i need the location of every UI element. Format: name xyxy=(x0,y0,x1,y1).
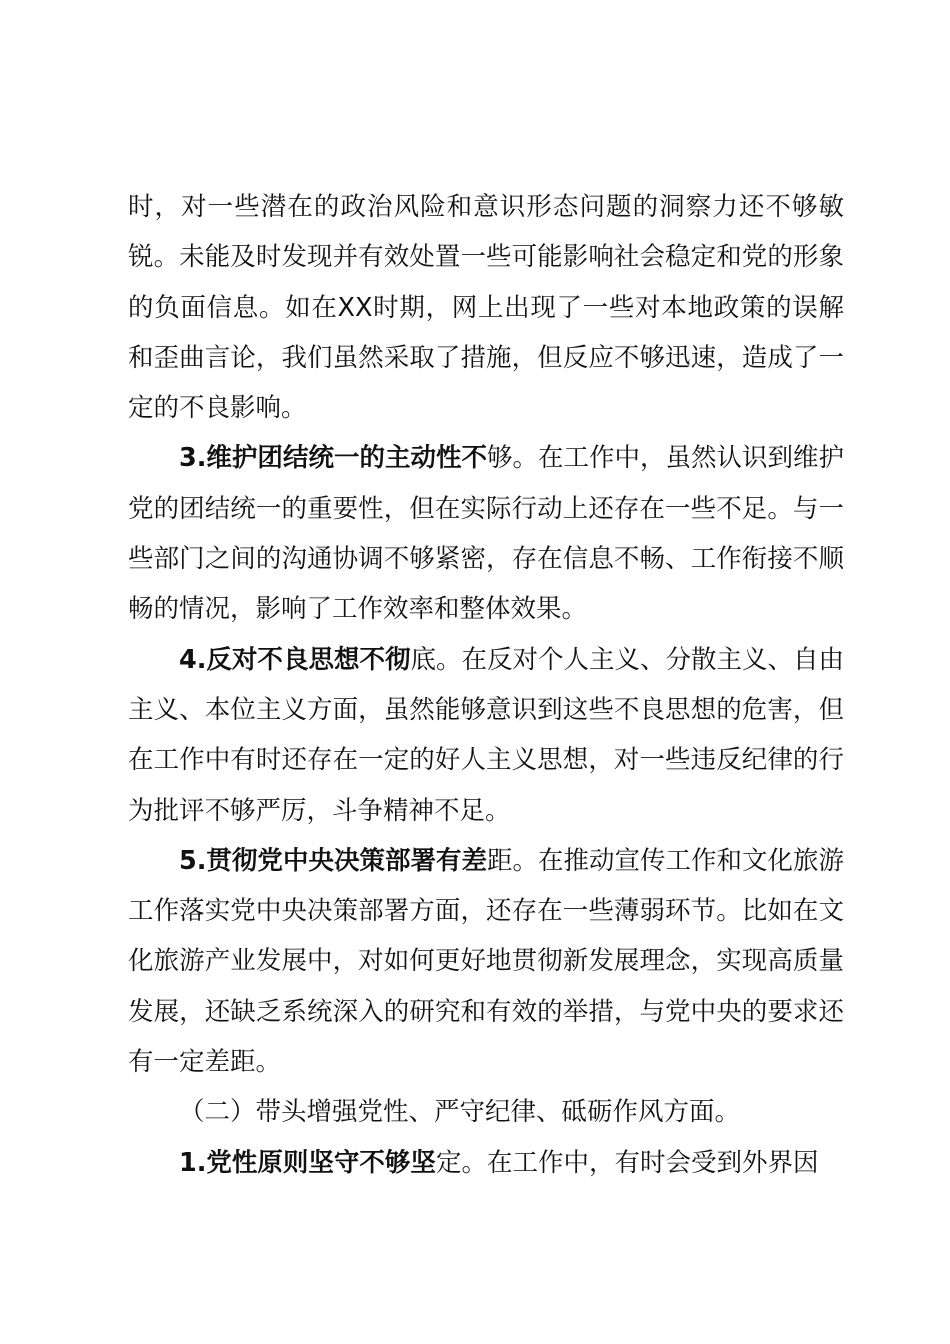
item-heading: 1.党性原则坚守不够坚 xyxy=(179,1147,436,1178)
paragraph-text: 时，对一些潜在的政治风险和意识形态问题的洞察力还不够敏锐。未能及时发现并有效处置一些可能影响社会稳定和党的形象的负面信息。如在XX时期，网上出现了一些对本地政策的误解和歪曲言论，我们虽然采取了措施，但反应不够迅速，造成了一定的不良影响。 xyxy=(128,192,844,424)
paragraph-continuation xyxy=(128,182,844,433)
section-heading xyxy=(128,1087,844,1137)
item-heading: 3.维护团结统一的主动性不 xyxy=(179,443,487,474)
paragraph-text: 距。在推动宣传工作和文化旅游工作落实党中央决策部署方面，还存在一些薄弱环节。比如在文化旅游产业发展中，对如何更好地贯彻新发展理念，实现高质量发展，还缺乏系统深入的研究和有效的举措，与党中央的要求还有一定差距。 xyxy=(128,845,844,1078)
paragraph-item-5 xyxy=(128,836,844,1087)
item-heading: 5.贯彻党中央决策部署有差 xyxy=(179,845,487,876)
paragraph-item-4 xyxy=(128,635,844,836)
paragraph-text: 底。在反对个人主义、分散主义、自由主义、本位主义方面，虽然能够意识到这些不良思想的危害，但在工作中有时还存在一定的好人主义思想，对一些违反纪律的行为批评不够严厉，斗争精神不足。 xyxy=(128,644,844,826)
paragraph-item-1 xyxy=(128,1138,844,1188)
paragraph-item-3 xyxy=(128,433,844,634)
item-heading: 4.反对不良思想不彻 xyxy=(179,644,411,675)
section-heading-text: （二）带头增强党性、严守纪律、砥砺作风方面。 xyxy=(179,1097,741,1128)
paragraph-text: 定。在工作中，有时会受到外界因 xyxy=(435,1147,819,1178)
document-body xyxy=(128,182,844,1188)
paragraph-text: 够。在工作中，虽然认识到维护党的团结统一的重要性，但在实际行动上还存在一些不足。与一些部门之间的沟通协调不够紧密，存在信息不畅、工作衔接不顺畅的情况，影响了工作效率和整体效果。 xyxy=(128,443,844,625)
